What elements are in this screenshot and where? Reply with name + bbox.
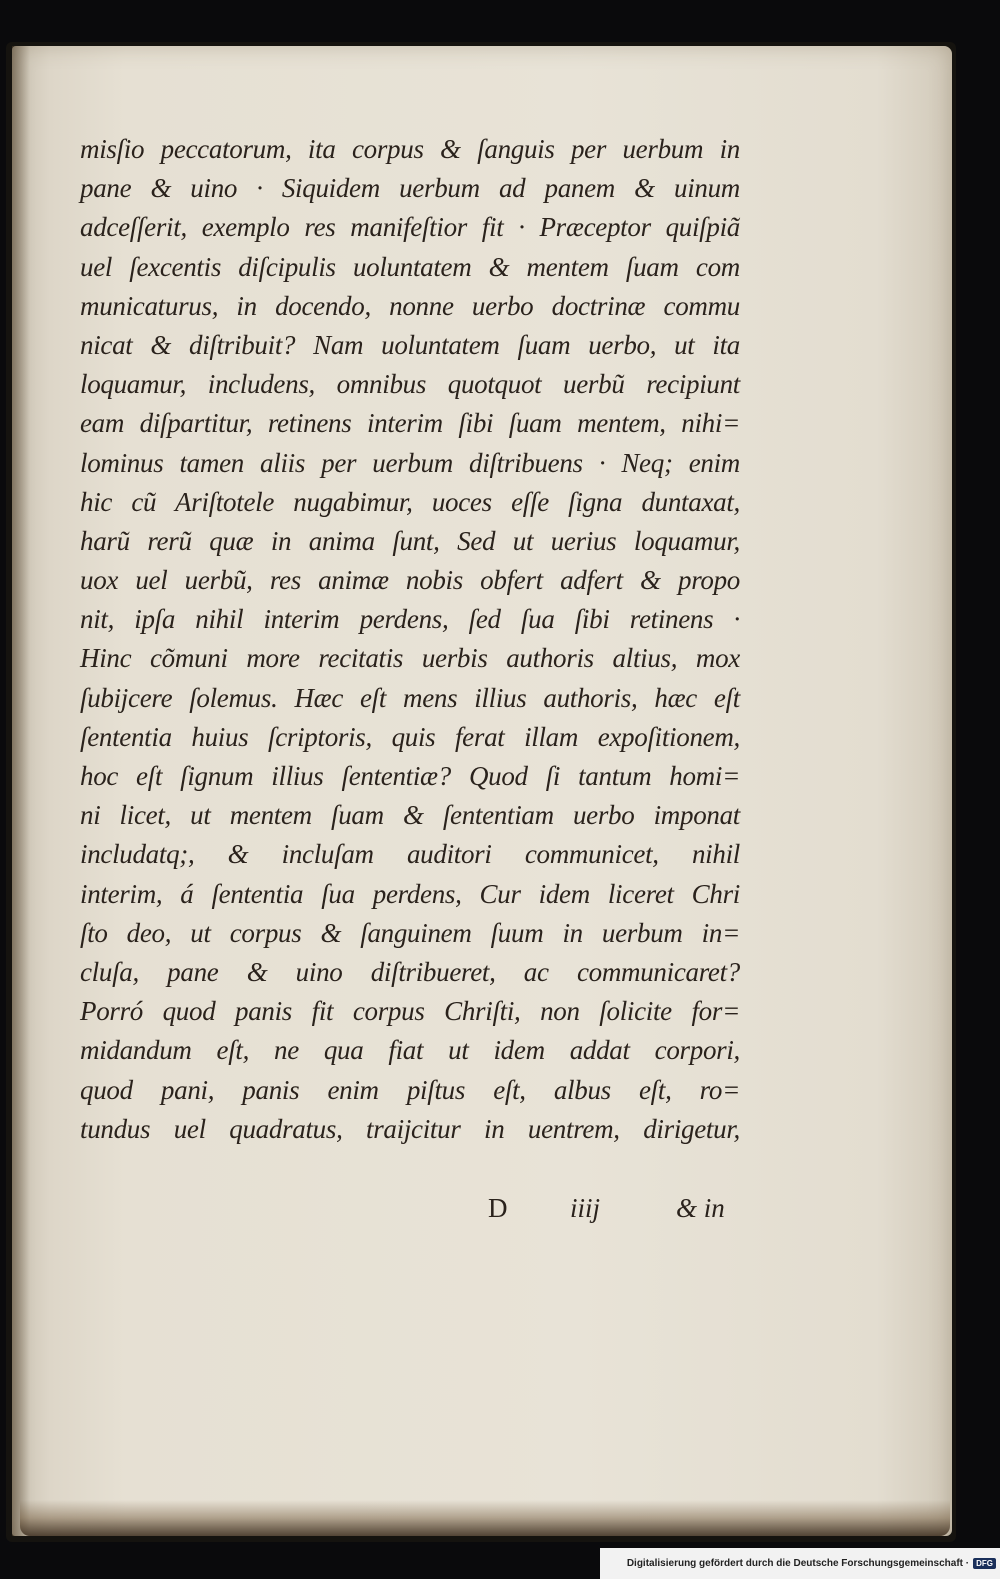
signature-mark: D bbox=[488, 1193, 508, 1223]
text-line: nicat & diſtribuit? Nam uoluntatem ſuam uerbo, ut ita bbox=[80, 329, 740, 360]
text-line: misſio peccatorum, ita corpus & ſanguis per uerbum in bbox=[80, 134, 740, 164]
signature-number: iiij bbox=[570, 1193, 601, 1223]
text-line: uox uel uerbũ, res animæ nobis obfert adfert & propo bbox=[80, 565, 740, 596]
text-line: includatq;, & incluſam auditori communicet, nihil bbox=[80, 839, 740, 870]
text-line: interim, á ſententia ſua perdens, Cur idem liceret Chri bbox=[80, 878, 740, 909]
text-line: nit, ipſa nihil interim perdens, ſed ſua ſibi retinens · bbox=[80, 604, 740, 635]
text-line: harũ rerũ quæ in anima ſunt, Sed ut uerius loquamur, bbox=[80, 525, 740, 556]
signature-line bbox=[0, 1193, 1000, 1233]
dfg-logo: DFG bbox=[973, 1558, 996, 1569]
text-line: tundus uel quadratus, traijcitur in uentrem, dirigetur, bbox=[80, 1113, 740, 1144]
text-line: lominus tamen aliis per uerbum diſtribuens · Neq; enim bbox=[80, 447, 740, 478]
page-gutter-shadow bbox=[12, 46, 30, 1536]
text-line: eam diſpartitur, retinens interim ſibi ſuam mentem, nihi= bbox=[80, 408, 740, 439]
text-line: quod pani, panis enim piſtus eſt, albus eſt, ro= bbox=[80, 1074, 740, 1105]
text-line: ſto deo, ut corpus & ſanguinem ſuum in uerbum in= bbox=[80, 917, 740, 948]
catchword: & in bbox=[676, 1193, 725, 1223]
text-line: hic cũ Ariſtotele nugabimur, uoces eſſe ſigna duntaxat, bbox=[80, 486, 740, 517]
footer-text: Digitalisierung gefördert durch die Deutsche Forschungsgemeinschaft · bbox=[626, 1558, 970, 1569]
body-text bbox=[80, 130, 760, 1149]
text-line: cluſa, pane & uino diſtribueret, ac communicaret? bbox=[80, 956, 740, 987]
text-line: midandum eſt, ne qua fiat ut idem addat corpori, bbox=[80, 1035, 740, 1066]
text-line: ſententia huius ſcriptoris, quis ferat illam expoſitionem, bbox=[80, 721, 740, 752]
text-line: ni licet, ut mentem ſuam & ſententiam uerbo imponat bbox=[80, 800, 740, 831]
page-bottom-edge bbox=[20, 1500, 950, 1536]
text-line: municaturus, in docendo, nonne uerbo doctrinæ commu bbox=[80, 290, 740, 321]
text-line: loquamur, includens, omnibus quotquot uerbũ recipiunt bbox=[80, 369, 740, 400]
text-line: hoc eſt ſignum illius ſententiæ? Quod ſi tantum homi= bbox=[80, 761, 740, 791]
text-line: uel ſexcentis diſcipulis uoluntatem & mentem ſuam com bbox=[80, 251, 740, 282]
text-line: Hinc cõmuni more recitatis uerbis authoris altius, mox bbox=[80, 643, 740, 674]
text-line: ſubijcere ſolemus. Hæc eſt mens illius authoris, hæc eſt bbox=[80, 682, 740, 713]
text-line: Porró quod panis fit corpus Chriſti, non ſolicite for= bbox=[80, 996, 740, 1027]
text-line: adceſſerit, exemplo res manifeſtior fit · Præceptor quiſpiã bbox=[80, 212, 740, 243]
digitization-footer bbox=[600, 1548, 1000, 1579]
text-line: pane & uino · Siquidem uerbum ad panem & uinum bbox=[80, 173, 740, 204]
